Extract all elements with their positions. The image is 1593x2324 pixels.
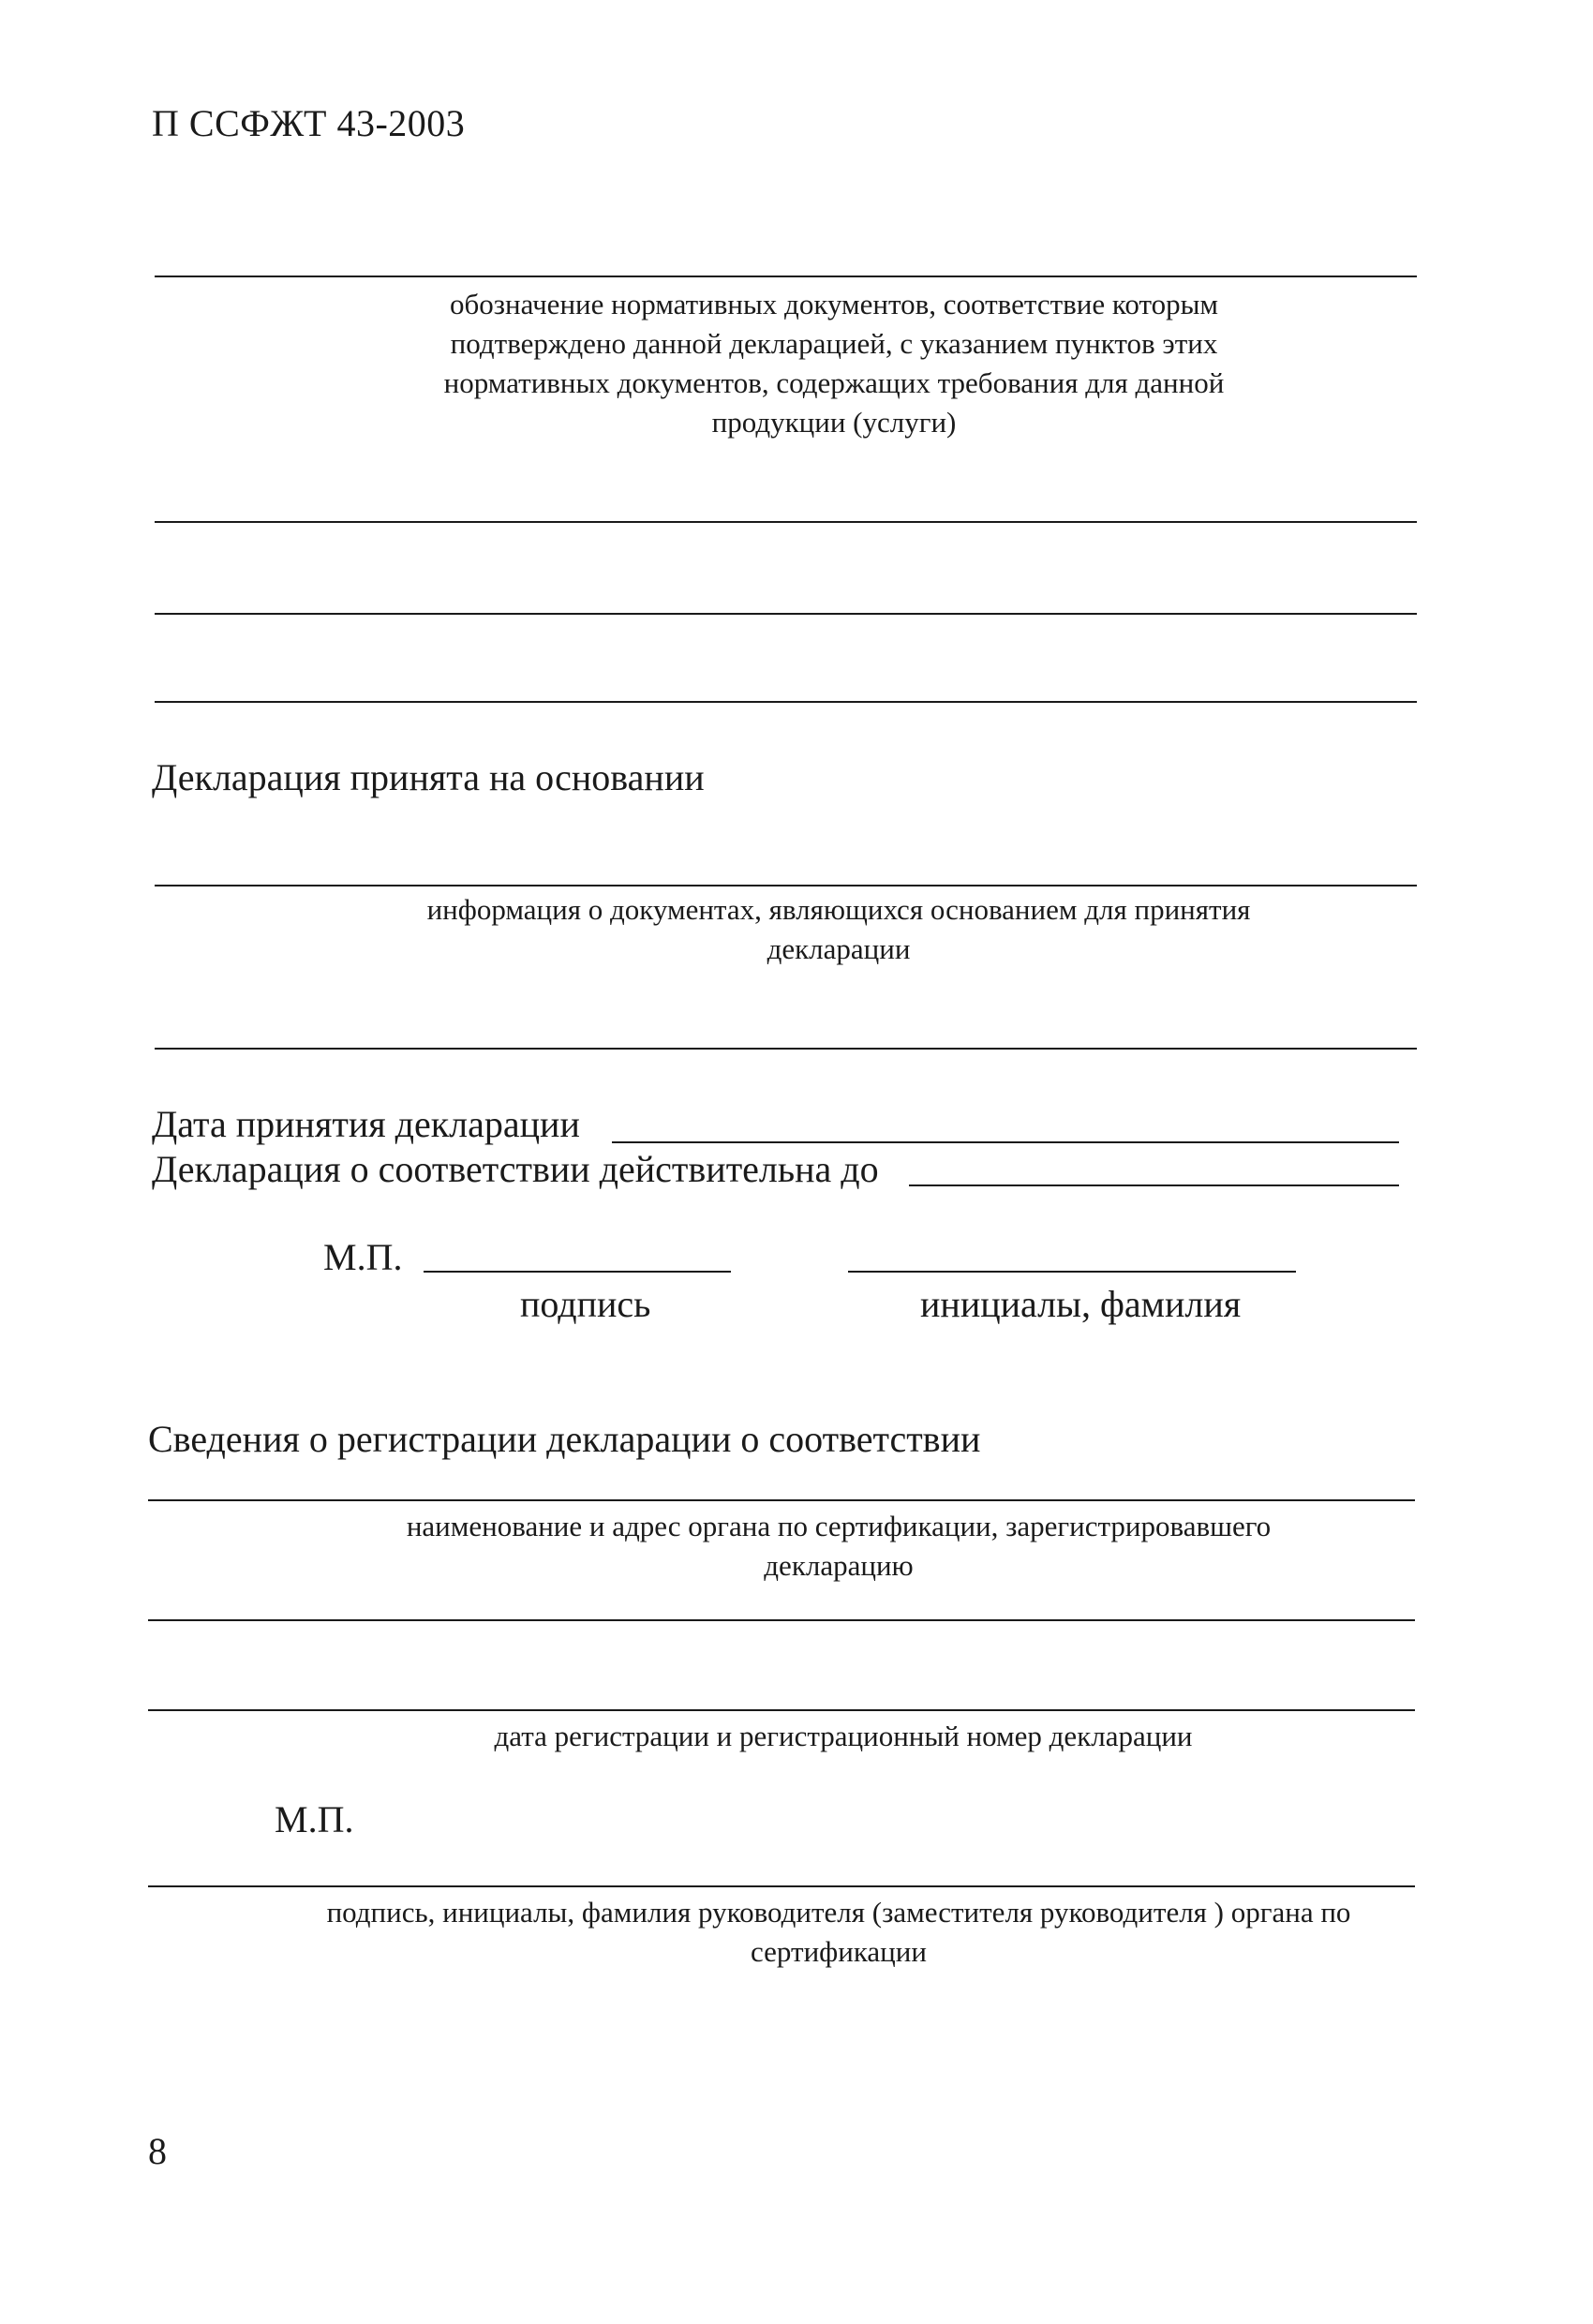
acceptance-date-line [612, 1141, 1399, 1143]
registration-number-caption: дата регистрации и регистрационный номер декларации [494, 1720, 1193, 1752]
registration-label: Сведения о регистрации декларации о соответствии [148, 1418, 981, 1460]
blank-line-2 [155, 613, 1417, 615]
validity-date-label: Декларация о соответствии действительна до [152, 1148, 879, 1190]
basis-blank-line [155, 1048, 1417, 1050]
name-caption: инициалы, фамилия [920, 1283, 1242, 1325]
blank-line-3 [155, 701, 1417, 703]
basis-label: Декларация принята на основании [152, 756, 705, 798]
normative-docs-caption: обозначение нормативных документов, соответствие которым подтверждено данной декларацией, с указанием пунктов этих нормативных документов, содержащих требования для данной продукции (услуги) [443, 288, 1225, 439]
document-code: П ССФЖТ 43-2003 [152, 102, 466, 144]
registration-head-caption: подпись, инициалы, фамилия руководителя (заместителя руководителя ) органа по сертификации [326, 1896, 1351, 1968]
acceptance-date-label: Дата принятия декларации [152, 1103, 580, 1145]
name-line [848, 1271, 1296, 1273]
stamp-label: М.П. [323, 1236, 403, 1278]
registration-field-line [148, 1499, 1415, 1501]
registration-stamp-label: М.П. [275, 1798, 354, 1840]
registration-head-line [148, 1885, 1415, 1887]
blank-line-1 [155, 521, 1417, 523]
registration-number-line [148, 1709, 1415, 1711]
basis-caption: информация о документах, являющихся основанием для принятия декларации [426, 893, 1251, 965]
basis-field-line [155, 885, 1417, 886]
registration-blank-line [148, 1619, 1415, 1621]
validity-date-line [909, 1184, 1399, 1186]
signature-line [424, 1271, 731, 1273]
page-number: 8 [148, 2130, 167, 2172]
normative-docs-field-line [155, 276, 1417, 277]
signature-caption: подпись [520, 1283, 651, 1325]
registration-authority-caption: наименование и адрес органа по сертификации, зарегистрировавшего декларацию [406, 1510, 1272, 1582]
